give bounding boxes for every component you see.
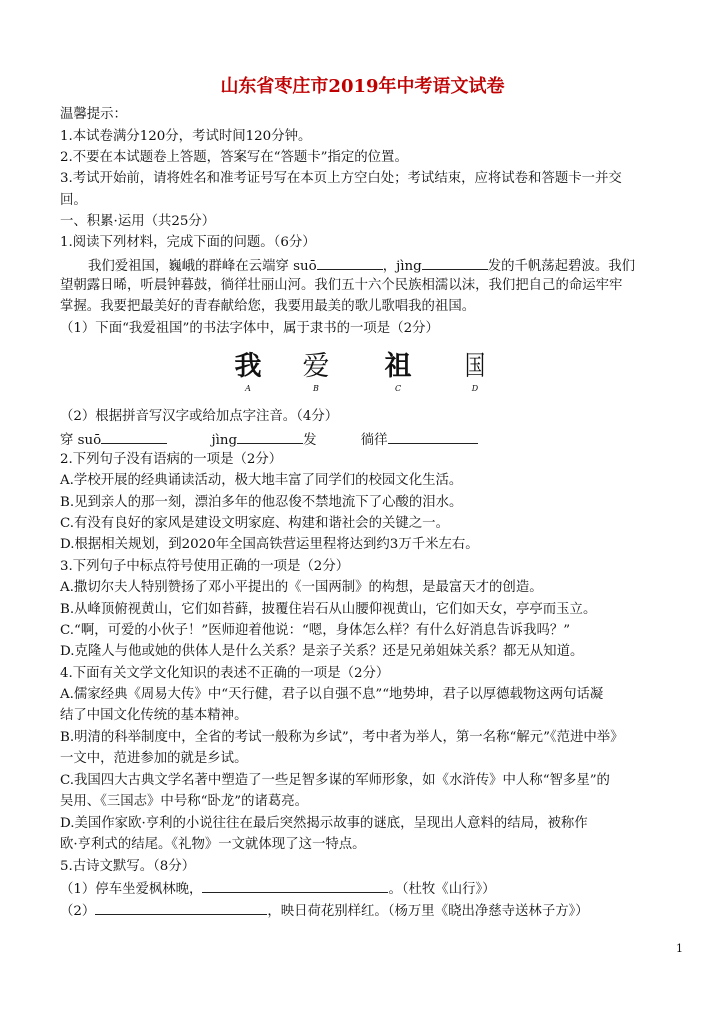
calligraphy-char: 爱 <box>302 351 330 382</box>
question-4-stem: 4.下面有关文学文化知识的表述不正确的一项是（2分） <box>60 666 390 681</box>
passage-line-2: 望朝露日晞，听晨钟暮鼓，徜徉壮丽山河。我们五十六个民族相濡以沫，我们把自己的命运牢牢 <box>60 278 623 293</box>
blank-line[interactable] <box>317 256 383 270</box>
question-2-option-b: B.见到亲人的那一刻，漂泊多年的他忍俊不禁地流下了心酸的泪水。 <box>60 495 463 510</box>
answer-blank-a[interactable] <box>101 430 167 444</box>
question-4-line: A.儒家经典《周易大传》中“天行健，君子以自强不息”“地势坤，君子以厚德载物这两句话凝 <box>60 687 604 702</box>
question-5-item-2 <box>60 901 589 921</box>
calligraphy-char: 我 <box>234 351 262 382</box>
passage-text: 我们爱祖国，巍峨的群峰在云端穿 suō <box>88 259 317 274</box>
answer-blank-c[interactable] <box>388 430 478 444</box>
question-1-sub-2: （2）根据拼音写汉字或给加点字注音。（4分） <box>60 409 339 424</box>
question-2-option-a: A.学校开展的经典诵读活动，极大地丰富了同学们的校园文化生活。 <box>60 473 463 488</box>
question-4-line: 欧·亨利式的结尾。《礼物》一文就体现了这一特点。 <box>60 837 366 852</box>
question-4-line: C.我国四大古典文学名著中塑造了一些足智多谋的军师形象，如《水浒传》中人称“智多星”的 <box>60 773 610 788</box>
calligraphy-option-b <box>296 350 336 394</box>
option-letter: B <box>313 384 319 393</box>
question-2-option-c: C.有没有良好的家风是建设文明家庭、构建和谐社会的关键之一。 <box>60 516 449 531</box>
question-3-option-d: D.克隆人与他或她的供体人是什么关系？是亲子关系？还是兄弟姐妹关系？都无从知道。 <box>60 644 584 659</box>
question-3-option-a: A.撒切尔夫人特别赞扬了邓小平提出的《一国两制》的构想，是最富天才的创造。 <box>60 580 543 595</box>
calligraphy-option-d <box>455 350 495 394</box>
question-2-option-d: D.根据相关规划，到2020年全国高铁营运里程将达到约3万千米左右。 <box>60 537 479 552</box>
poem-source: ，映日荷花别样红。（杨万里《晓出净慈寺送林子方》） <box>267 904 589 919</box>
calligraphy-char: 国 <box>464 351 486 382</box>
notice-item-1: 1.本试卷满分120分，考试时间120分钟。 <box>60 129 312 144</box>
notice-heading: 温馨提示： <box>60 107 127 122</box>
question-4-line: 结了中国文化传统的基本精神。 <box>60 708 248 723</box>
notice-item-2: 2.不要在本试题卷上答题，答案写在“答题卡”指定的位置。 <box>60 150 408 165</box>
answer-blank[interactable] <box>202 879 388 893</box>
option-letter: D <box>471 384 479 393</box>
fill-label-b-suffix: 发 <box>303 433 317 448</box>
notice-item-3-cont: 回。 <box>60 193 87 208</box>
passage-line-3: 掌握。我要把最美好的青春献给您，我要用最美的歌儿歌唱我的祖国。 <box>60 299 476 314</box>
question-2-stem: 2.下列句子没有语病的一项是（2分） <box>60 452 283 467</box>
question-4-line: 吴用、《三国志》中号称“卧龙”的诸葛亮。 <box>60 794 309 809</box>
question-3-stem: 3.下列句子中标点符号使用正确的一项是（2分） <box>60 559 350 574</box>
question-3-option-b: B.从峰顶俯视黄山，它们如苔藓，披覆住岩石从山腰仰视黄山，它们如天女，亭亭而玉立。 <box>60 602 597 617</box>
question-4-line: 一文中，范进参加的就是乡试。 <box>60 751 248 766</box>
passage-text: 发的千帆荡起碧波。我们 <box>487 259 636 274</box>
passage-text: ，jìng <box>382 259 422 274</box>
fill-label-b: jìng <box>211 433 238 448</box>
poem-prompt: （1）停车坐爱枫林晚， <box>60 882 203 897</box>
page-number: 1 <box>676 942 683 955</box>
calligraphy-option-c <box>378 350 418 394</box>
passage-line-1 <box>88 256 635 276</box>
section-heading: 一、积累·运用（共25分） <box>60 214 216 229</box>
poem-prompt: （2） <box>60 904 96 919</box>
answer-blank[interactable] <box>95 901 267 915</box>
answer-blank-b[interactable] <box>237 430 303 444</box>
question-1-sub-1: （1）下面“我爱祖国”的书法字体中，属于隶书的一项是（2分） <box>60 321 439 336</box>
calligraphy-char: 祖 <box>384 351 412 382</box>
page-title: 山东省枣庄市2019年中考语文试卷 <box>220 76 505 97</box>
option-letter: A <box>245 384 251 393</box>
fill-label-a: 穿 suō <box>60 433 102 448</box>
question-5-item-1 <box>60 879 496 899</box>
question-4-line: D.美国作家欧·亨利的小说往往在最后突然揭示故事的谜底，呈现出人意料的结局，被称作 <box>60 816 588 831</box>
calligraphy-option-a <box>228 350 268 394</box>
question-5-stem: 5.古诗文默写。（8分） <box>60 859 196 874</box>
blank-line[interactable] <box>422 256 488 270</box>
fill-label-c: 徜徉 <box>360 433 388 448</box>
option-letter: C <box>394 384 402 393</box>
fill-in-row <box>60 430 478 450</box>
question-4-line: B.明清的科举制度中，全省的考试一般称为乡试”，考中者为举人，第一名称“解元”《范进中举》 <box>60 730 624 745</box>
poem-source: 。（杜牧《山行》） <box>388 882 496 897</box>
question-3-option-c: C.“啊，可爱的小伙子！”医师迎着他说：“嗯，身体怎么样？有什么好消息告诉我吗？” <box>60 623 571 638</box>
notice-item-3: 3.考试开始前，请将姓名和准考证号写在本页上方空白处；考试结束，应将试卷和答题卡一并交 <box>60 171 622 186</box>
question-1-stem: 1.阅读下列材料，完成下面的问题。（6分） <box>60 235 316 250</box>
